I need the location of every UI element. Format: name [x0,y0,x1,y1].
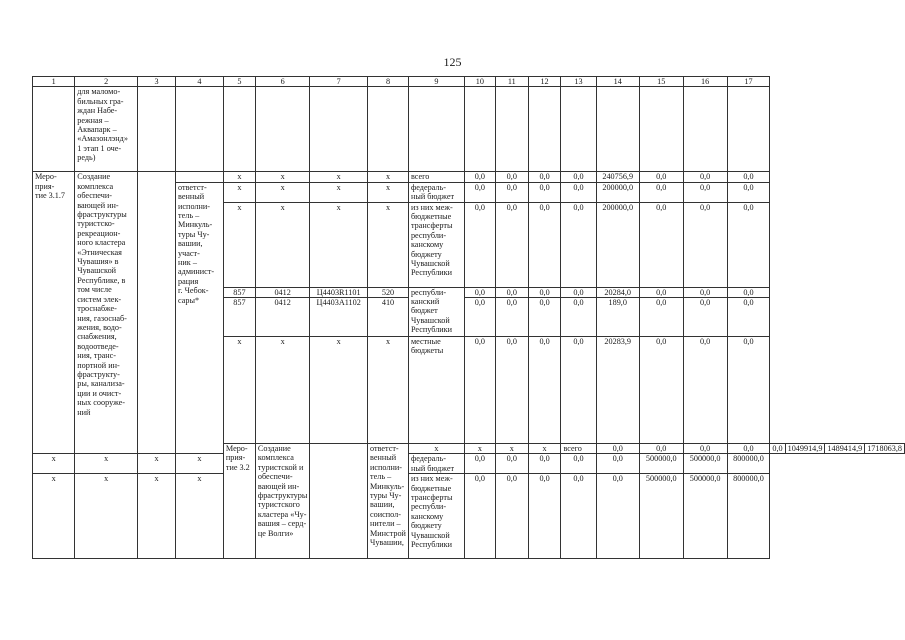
code-cell: 520 [368,287,409,297]
measure-name: Создание комплекса обеспечи- вающей ин- фраструктуры туристско- рекреацион- ного кластера «Этническая Чувашия» в Чувашской Республике, в том числе систем элек- троснабже- ния, газоснаб- жения, водо- снабжения, водоотведе- ния, транс- портной ин- фраструкту- ры, канализа- ции и очист- ных сооруже- ний [75,172,138,454]
code-cell: х [368,337,409,444]
header-cell: 6 [255,77,309,87]
value-cell: 0,0 [639,444,683,454]
measure-id: Меро- прия- тие 3.2 [223,444,255,559]
value-cell: 0,0 [639,182,683,202]
code-cell: х [33,454,75,474]
code-cell: х [310,182,368,202]
value-cell: 0,0 [683,337,727,444]
responsible-cell: ответст- венный исполни- тель – Минкуль- туры Чу- вашии, участ- ник – админист- рация г. Чебок- сары* [176,182,224,454]
header-cell: 2 [75,77,138,87]
value-cell: 0,0 [639,298,683,337]
value-cell: 0,0 [528,337,561,444]
value-cell: 1718063,8 [865,444,905,454]
code-cell: Ц4403А1102 [310,298,368,337]
value-cell: 0,0 [464,474,495,559]
value-cell: 0,0 [495,337,528,444]
code-cell: х [176,474,224,559]
value-cell: 0,0 [727,172,770,182]
code-cell: х [310,337,368,444]
value-cell: 0,0 [561,202,596,287]
header-cell: 11 [495,77,528,87]
page-number: 125 [443,55,462,69]
header-cell: 1 [33,77,75,87]
value-cell: 0,0 [495,202,528,287]
header-cell: 9 [408,77,464,87]
source-cell: федераль- ный бюджет [408,182,464,202]
source-cell: из них меж- бюджетные трансферты республи- канскому бюджету Чувашской Республики [408,474,464,559]
header-cell: 8 [368,77,409,87]
measure-id: Меро- прия- тие 3.1.7 [33,172,75,454]
value-cell: 0,0 [464,337,495,444]
value-cell: 0,0 [464,172,495,182]
value-cell: 0,0 [561,182,596,202]
code-cell: х [75,474,138,559]
value-cell: 0,0 [528,454,561,474]
value-cell: 0,0 [639,287,683,297]
value-cell: 0,0 [596,474,639,559]
code-cell: х [368,172,409,182]
header-cell: 15 [639,77,683,87]
code-cell: 410 [368,298,409,337]
value-cell: 0,0 [464,454,495,474]
value-cell: 0,0 [683,182,727,202]
value-cell: 0,0 [528,202,561,287]
code-cell: х [223,172,255,182]
value-cell: 0,0 [596,444,639,454]
value-cell: 0,0 [464,202,495,287]
code-cell: х [310,172,368,182]
value-cell: 0,0 [683,444,727,454]
code-cell: х [33,474,75,559]
source-cell: федераль- ный бюджет [408,454,464,474]
value-cell: 0,0 [727,287,770,297]
code-cell: х [528,444,561,454]
value-cell: 0,0 [639,337,683,444]
header-cell: 16 [683,77,727,87]
value-cell: 0,0 [495,287,528,297]
value-cell: 0,0 [727,202,770,287]
value-cell: 0,0 [495,474,528,559]
value-cell: 0,0 [561,474,596,559]
value-cell: 0,0 [495,454,528,474]
value-cell: 0,0 [683,172,727,182]
value-cell: 0,0 [561,172,596,182]
code-cell: х [368,182,409,202]
code-cell: х [495,444,528,454]
code-cell: х [137,454,175,474]
value-cell: 0,0 [727,298,770,337]
table-row [33,474,905,559]
header-cell: 10 [464,77,495,87]
code-cell: х [75,454,138,474]
table-row [33,454,905,474]
value-cell: 500000,0 [639,474,683,559]
value-cell: 0,0 [770,444,785,454]
value-cell: 20283,9 [596,337,639,444]
value-cell: 0,0 [561,454,596,474]
value-cell: 0,0 [528,474,561,559]
value-cell: 189,0 [596,298,639,337]
code-cell: х [255,202,309,287]
value-cell: 0,0 [683,298,727,337]
budget-table [32,76,905,559]
value-cell: 800000,0 [727,474,770,559]
header-cell: 7 [310,77,368,87]
code-cell: Ц4403R1101 [310,287,368,297]
measure-name: для маломо- бильных гра- ждан Набе- режная – Аквапарк – «Амазонлэнд» 1 этап 1 оче- редь) [75,87,138,172]
code-cell: х [368,202,409,287]
value-cell: 0,0 [561,298,596,337]
value-cell: 0,0 [561,287,596,297]
code-cell: 857 [223,298,255,337]
source-cell: местные бюджеты [408,337,464,444]
code-cell: х [408,444,464,454]
value-cell: 800000,0 [727,454,770,474]
code-cell: 857 [223,287,255,297]
value-cell: 0,0 [683,287,727,297]
value-cell: 200000,0 [596,182,639,202]
value-cell: 0,0 [639,202,683,287]
value-cell: 0,0 [464,298,495,337]
source-cell: всего [408,172,464,182]
header-cell: 14 [596,77,639,87]
value-cell: 0,0 [464,182,495,202]
value-cell: 0,0 [683,202,727,287]
value-cell: 0,0 [528,298,561,337]
value-cell: 0,0 [495,182,528,202]
value-cell: 500000,0 [683,474,727,559]
value-cell: 20284,0 [596,287,639,297]
value-cell: 240756,9 [596,172,639,182]
value-cell: 0,0 [727,444,770,454]
code-cell: х [223,202,255,287]
value-cell: 0,0 [464,287,495,297]
code-cell: 0412 [255,298,309,337]
value-cell: 0,0 [727,182,770,202]
table-row [33,87,905,172]
value-cell: 0,0 [528,287,561,297]
header-cell: 3 [137,77,175,87]
source-cell: всего [561,444,596,454]
value-cell: 0,0 [639,172,683,182]
responsible-cell: ответст- венный исполни- тель – Минкуль- туры Чу- вашии, соиспол- нители – Минстрой Чувашии, [368,444,409,559]
source-cell: республи- канский бюджет Чувашской Республики [408,287,464,336]
value-cell: 0,0 [528,182,561,202]
code-cell: х [255,337,309,444]
code-cell: х [176,454,224,474]
header-cell: 4 [176,77,224,87]
header-row [33,77,905,87]
value-cell: 1049914,9 [785,444,825,454]
source-cell: из них меж- бюджетные трансферты республи- канскому бюджету Чувашской Республики [408,202,464,287]
measure-name: Создание комплекса туристской и обеспечи- вающей ин- фраструктуры туристского кластера «Чу- вашия – серд- це Волги» [255,444,309,559]
value-cell: 0,0 [495,298,528,337]
value-cell: 500000,0 [639,454,683,474]
value-cell: 200000,0 [596,202,639,287]
header-cell: 17 [727,77,770,87]
code-cell: х [223,337,255,444]
value-cell: 0,0 [596,454,639,474]
code-cell: х [310,202,368,287]
header-cell: 5 [223,77,255,87]
code-cell: х [137,474,175,559]
code-cell: 0412 [255,287,309,297]
code-cell: х [255,172,309,182]
code-cell: х [255,182,309,202]
code-cell: х [464,444,495,454]
header-cell: 12 [528,77,561,87]
table-row [33,172,905,182]
value-cell: 1489414,9 [825,444,865,454]
value-cell: 0,0 [495,172,528,182]
header-cell: 13 [561,77,596,87]
value-cell: 0,0 [528,172,561,182]
value-cell: 0,0 [561,337,596,444]
value-cell: 0,0 [727,337,770,444]
code-cell: х [223,182,255,202]
value-cell: 500000,0 [683,454,727,474]
